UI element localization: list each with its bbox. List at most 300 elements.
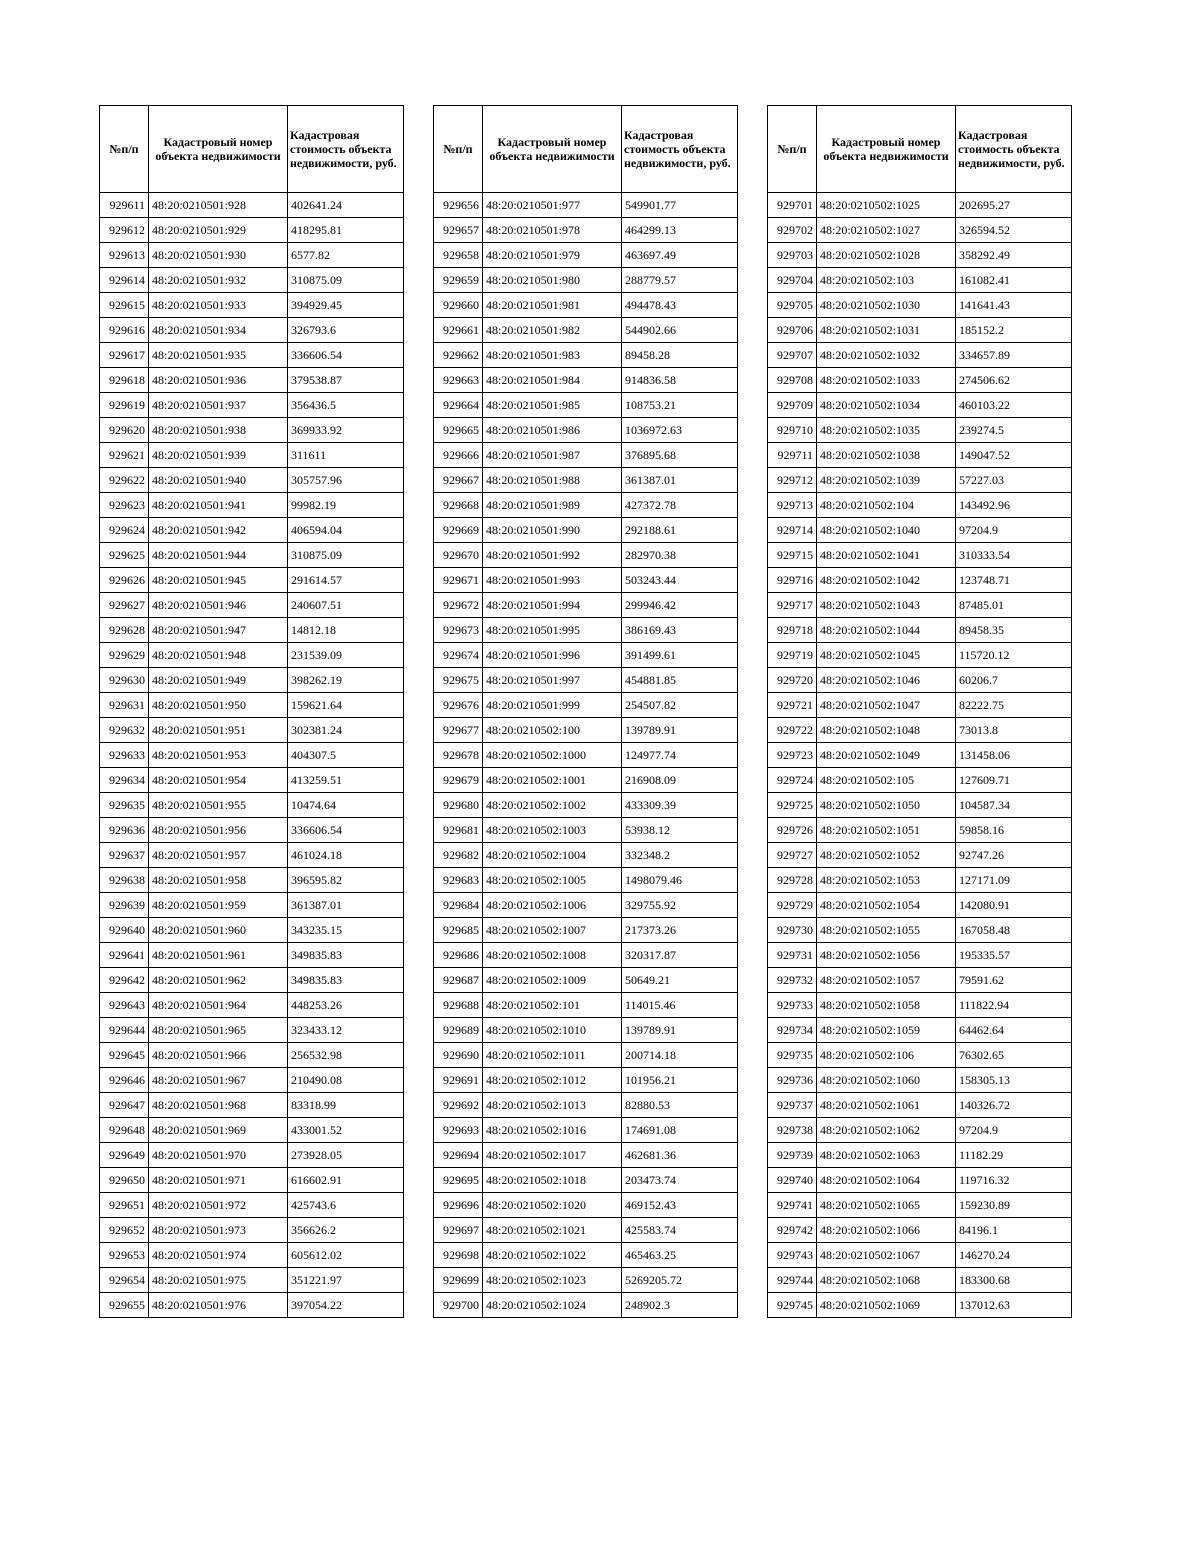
- table-row: [434, 468, 738, 493]
- row-number: 929664: [434, 393, 483, 418]
- row-number: 929658: [434, 243, 483, 268]
- cadastral-number: 48:20:0210501:995: [483, 618, 622, 643]
- cadastral-number: 48:20:0210502:1044: [817, 618, 956, 643]
- cadastral-value: 310875.09: [288, 268, 404, 293]
- cadastral-value: 161082.41: [956, 268, 1072, 293]
- row-number: 929629: [100, 643, 149, 668]
- cadastral-value: 89458.28: [622, 343, 738, 368]
- cadastral-table-1: [99, 105, 404, 1318]
- cadastral-value: 185152.2: [956, 318, 1072, 343]
- cadastral-value: 119716.32: [956, 1168, 1072, 1193]
- cadastral-value: 349835.83: [288, 943, 404, 968]
- row-number: 929690: [434, 1043, 483, 1068]
- table-row: [434, 868, 738, 893]
- row-number: 929738: [768, 1118, 817, 1143]
- cadastral-number: 48:20:0210502:1057: [817, 968, 956, 993]
- row-number: 929659: [434, 268, 483, 293]
- table-row: [100, 1193, 404, 1218]
- row-number: 929646: [100, 1068, 149, 1093]
- header-row: [768, 106, 1072, 193]
- cadastral-value: 1036972.63: [622, 418, 738, 443]
- table-row: [768, 693, 1072, 718]
- cadastral-value: 425743.6: [288, 1193, 404, 1218]
- cadastral-value: 248902.3: [622, 1293, 738, 1318]
- cadastral-value: 1498079.46: [622, 868, 738, 893]
- row-number: 929696: [434, 1193, 483, 1218]
- cadastral-value: 87485.01: [956, 593, 1072, 618]
- table-row: [434, 243, 738, 268]
- table-row: [100, 793, 404, 818]
- row-number: 929740: [768, 1168, 817, 1193]
- row-number: 929721: [768, 693, 817, 718]
- table-row: [100, 1243, 404, 1268]
- cadastral-value: 391499.61: [622, 643, 738, 668]
- cadastral-value: 79591.62: [956, 968, 1072, 993]
- row-number: 929644: [100, 1018, 149, 1043]
- row-number: 929642: [100, 968, 149, 993]
- cadastral-value: 397054.22: [288, 1293, 404, 1318]
- row-number: 929661: [434, 318, 483, 343]
- cadastral-value: 240607.51: [288, 593, 404, 618]
- row-number: 929745: [768, 1293, 817, 1318]
- cadastral-value: 11182.29: [956, 1143, 1072, 1168]
- row-number: 929614: [100, 268, 149, 293]
- cadastral-number: 48:20:0210501:933: [149, 293, 288, 318]
- cadastral-number: 48:20:0210502:1049: [817, 743, 956, 768]
- table-row: [768, 718, 1072, 743]
- table-row: [768, 318, 1072, 343]
- row-number: 929630: [100, 668, 149, 693]
- table-row: [434, 593, 738, 618]
- row-number: 929739: [768, 1143, 817, 1168]
- cadastral-value: 108753.21: [622, 393, 738, 418]
- table-row: [100, 1268, 404, 1293]
- table-row: [434, 293, 738, 318]
- cadastral-value: 5269205.72: [622, 1268, 738, 1293]
- table-row: [100, 868, 404, 893]
- cadastral-number: 48:20:0210501:928: [149, 193, 288, 218]
- cadastral-number: 48:20:0210502:1039: [817, 468, 956, 493]
- row-number: 929700: [434, 1293, 483, 1318]
- cadastral-value: 616602.91: [288, 1168, 404, 1193]
- cadastral-value: 216908.09: [622, 768, 738, 793]
- table-row: [434, 343, 738, 368]
- cadastral-value: 146270.24: [956, 1243, 1072, 1268]
- cadastral-number: 48:20:0210502:105: [817, 768, 956, 793]
- row-number: 929686: [434, 943, 483, 968]
- table-row: [434, 443, 738, 468]
- row-number: 929724: [768, 768, 817, 793]
- header-num: №п/п: [768, 106, 817, 193]
- table-row: [100, 268, 404, 293]
- cadastral-value: 386169.43: [622, 618, 738, 643]
- cadastral-value: 605612.02: [288, 1243, 404, 1268]
- row-number: 929705: [768, 293, 817, 318]
- row-number: 929651: [100, 1193, 149, 1218]
- row-number: 929660: [434, 293, 483, 318]
- table-row: [434, 943, 738, 968]
- cadastral-value: 418295.81: [288, 218, 404, 243]
- table-row: [434, 1243, 738, 1268]
- table-row: [768, 768, 1072, 793]
- cadastral-number: 48:20:0210502:1010: [483, 1018, 622, 1043]
- cadastral-value: 111822.94: [956, 993, 1072, 1018]
- table-row: [100, 493, 404, 518]
- cadastral-number: 48:20:0210502:1065: [817, 1193, 956, 1218]
- table-row: [100, 918, 404, 943]
- row-number: 929687: [434, 968, 483, 993]
- cadastral-value: 376895.68: [622, 443, 738, 468]
- cadastral-number: 48:20:0210502:1067: [817, 1243, 956, 1268]
- cadastral-number: 48:20:0210501:996: [483, 643, 622, 668]
- table-row: [768, 1268, 1072, 1293]
- table-row: [768, 968, 1072, 993]
- row-number: 929717: [768, 593, 817, 618]
- table-row: [768, 418, 1072, 443]
- cadastral-value: 299946.42: [622, 593, 738, 618]
- cadastral-value: 82222.75: [956, 693, 1072, 718]
- table-row: [768, 1243, 1072, 1268]
- cadastral-number: 48:20:0210501:986: [483, 418, 622, 443]
- row-number: 929647: [100, 1093, 149, 1118]
- cadastral-number: 48:20:0210501:982: [483, 318, 622, 343]
- cadastral-number: 48:20:0210501:938: [149, 418, 288, 443]
- cadastral-number: 48:20:0210502:1041: [817, 543, 956, 568]
- cadastral-value: 454881.85: [622, 668, 738, 693]
- cadastral-value: 159621.64: [288, 693, 404, 718]
- table-row: [768, 593, 1072, 618]
- table-row: [768, 1193, 1072, 1218]
- cadastral-value: 115720.12: [956, 643, 1072, 668]
- cadastral-number: 48:20:0210501:930: [149, 243, 288, 268]
- row-number: 929638: [100, 868, 149, 893]
- row-number: 929668: [434, 493, 483, 518]
- cadastral-number: 48:20:0210502:1062: [817, 1118, 956, 1143]
- cadastral-number: 48:20:0210502:1064: [817, 1168, 956, 1193]
- cadastral-number: 48:20:0210502:1003: [483, 818, 622, 843]
- cadastral-value: 57227.03: [956, 468, 1072, 493]
- row-number: 929673: [434, 618, 483, 643]
- cadastral-value: 311611: [288, 443, 404, 468]
- cadastral-number: 48:20:0210502:1069: [817, 1293, 956, 1318]
- row-number: 929611: [100, 193, 149, 218]
- cadastral-value: 463697.49: [622, 243, 738, 268]
- cadastral-number: 48:20:0210502:1008: [483, 943, 622, 968]
- cadastral-value: 84196.1: [956, 1218, 1072, 1243]
- table-row: [434, 418, 738, 443]
- table-row: [100, 893, 404, 918]
- table-row: [100, 693, 404, 718]
- row-number: 929704: [768, 268, 817, 293]
- cadastral-number: 48:20:0210501:973: [149, 1218, 288, 1243]
- row-number: 929691: [434, 1068, 483, 1093]
- cadastral-value: 433001.52: [288, 1118, 404, 1143]
- table-row: [100, 443, 404, 468]
- row-number: 929654: [100, 1268, 149, 1293]
- table-row: [434, 268, 738, 293]
- cadastral-number: 48:20:0210501:934: [149, 318, 288, 343]
- table-row: [768, 393, 1072, 418]
- row-number: 929683: [434, 868, 483, 893]
- cadastral-number: 48:20:0210501:988: [483, 468, 622, 493]
- table-row: [434, 1068, 738, 1093]
- cadastral-number: 48:20:0210502:1046: [817, 668, 956, 693]
- cadastral-number: 48:20:0210501:980: [483, 268, 622, 293]
- cadastral-value: 448253.26: [288, 993, 404, 1018]
- table-row: [100, 618, 404, 643]
- cadastral-value: 149047.52: [956, 443, 1072, 468]
- row-number: 929744: [768, 1268, 817, 1293]
- row-number: 929637: [100, 843, 149, 868]
- row-number: 929667: [434, 468, 483, 493]
- row-number: 929685: [434, 918, 483, 943]
- table-row: [768, 893, 1072, 918]
- table-row: [100, 643, 404, 668]
- table-row: [768, 943, 1072, 968]
- table-row: [434, 743, 738, 768]
- cadastral-value: 89458.35: [956, 618, 1072, 643]
- cadastral-number: 48:20:0210502:1021: [483, 1218, 622, 1243]
- cadastral-number: 48:20:0210502:1018: [483, 1168, 622, 1193]
- table-row: [768, 243, 1072, 268]
- cadastral-number: 48:20:0210502:1027: [817, 218, 956, 243]
- table-row: [434, 643, 738, 668]
- cadastral-value: 329755.92: [622, 893, 738, 918]
- row-number: 929681: [434, 818, 483, 843]
- cadastral-value: 394929.45: [288, 293, 404, 318]
- row-number: 929665: [434, 418, 483, 443]
- table-row: [100, 993, 404, 1018]
- cadastral-value: 64462.64: [956, 1018, 1072, 1043]
- cadastral-value: 291614.57: [288, 568, 404, 593]
- row-number: 929695: [434, 1168, 483, 1193]
- table-row: [434, 918, 738, 943]
- header-row: [100, 106, 404, 193]
- row-number: 929709: [768, 393, 817, 418]
- row-number: 929676: [434, 693, 483, 718]
- cadastral-value: 274506.62: [956, 368, 1072, 393]
- cadastral-number: 48:20:0210502:1025: [817, 193, 956, 218]
- row-number: 929678: [434, 743, 483, 768]
- table-row: [100, 1293, 404, 1318]
- table-row: [768, 443, 1072, 468]
- cadastral-number: 48:20:0210501:929: [149, 218, 288, 243]
- row-number: 929742: [768, 1218, 817, 1243]
- cadastral-value: 10474.64: [288, 793, 404, 818]
- cadastral-value: 202695.27: [956, 193, 1072, 218]
- row-number: 929718: [768, 618, 817, 643]
- cadastral-value: 402641.24: [288, 193, 404, 218]
- row-number: 929743: [768, 1243, 817, 1268]
- cadastral-number: 48:20:0210502:1068: [817, 1268, 956, 1293]
- row-number: 929663: [434, 368, 483, 393]
- row-number: 929715: [768, 543, 817, 568]
- cadastral-number: 48:20:0210501:965: [149, 1018, 288, 1043]
- row-number: 929716: [768, 568, 817, 593]
- cadastral-value: 83318.99: [288, 1093, 404, 1118]
- row-number: 929619: [100, 393, 149, 418]
- cadastral-number: 48:20:0210501:960: [149, 918, 288, 943]
- row-number: 929741: [768, 1193, 817, 1218]
- cadastral-number: 48:20:0210502:1030: [817, 293, 956, 318]
- row-number: 929617: [100, 343, 149, 368]
- table-row: [100, 1168, 404, 1193]
- cadastral-number: 48:20:0210502:1055: [817, 918, 956, 943]
- table-row: [100, 968, 404, 993]
- row-number: 929731: [768, 943, 817, 968]
- cadastral-number: 48:20:0210501:936: [149, 368, 288, 393]
- row-number: 929726: [768, 818, 817, 843]
- cadastral-number: 48:20:0210502:1009: [483, 968, 622, 993]
- row-number: 929697: [434, 1218, 483, 1243]
- table-row: [768, 1218, 1072, 1243]
- table-row: [100, 368, 404, 393]
- row-number: 929632: [100, 718, 149, 743]
- table-row: [100, 518, 404, 543]
- row-number: 929641: [100, 943, 149, 968]
- cadastral-value: 127171.09: [956, 868, 1072, 893]
- cadastral-value: 124977.74: [622, 743, 738, 768]
- row-number: 929670: [434, 543, 483, 568]
- cadastral-value: 210490.08: [288, 1068, 404, 1093]
- cadastral-number: 48:20:0210501:978: [483, 218, 622, 243]
- cadastral-number: 48:20:0210501:977: [483, 193, 622, 218]
- cadastral-value: 356436.5: [288, 393, 404, 418]
- cadastral-number: 48:20:0210501:951: [149, 718, 288, 743]
- row-number: 929712: [768, 468, 817, 493]
- table-row: [434, 568, 738, 593]
- cadastral-number: 48:20:0210502:1043: [817, 593, 956, 618]
- cadastral-number: 48:20:0210501:997: [483, 668, 622, 693]
- cadastral-number: 48:20:0210501:994: [483, 593, 622, 618]
- row-number: 929628: [100, 618, 149, 643]
- cadastral-number: 48:20:0210502:1020: [483, 1193, 622, 1218]
- cadastral-number: 48:20:0210502:1000: [483, 743, 622, 768]
- cadastral-number: 48:20:0210501:987: [483, 443, 622, 468]
- cadastral-value: 914836.58: [622, 368, 738, 393]
- cadastral-number: 48:20:0210501:970: [149, 1143, 288, 1168]
- table-row: [434, 893, 738, 918]
- cadastral-number: 48:20:0210502:1001: [483, 768, 622, 793]
- cadastral-number: 48:20:0210502:1051: [817, 818, 956, 843]
- table-row: [100, 218, 404, 243]
- row-number: 929653: [100, 1243, 149, 1268]
- table-row: [434, 393, 738, 418]
- cadastral-value: 123748.71: [956, 568, 1072, 593]
- cadastral-number: 48:20:0210502:1032: [817, 343, 956, 368]
- cadastral-number: 48:20:0210501:944: [149, 543, 288, 568]
- table-row: [100, 743, 404, 768]
- cadastral-value: 332348.2: [622, 843, 738, 868]
- table-row: [100, 1093, 404, 1118]
- cadastral-number: 48:20:0210502:103: [817, 268, 956, 293]
- cadastral-value: 82880.53: [622, 1093, 738, 1118]
- cadastral-value: 203473.74: [622, 1168, 738, 1193]
- cadastral-value: 53938.12: [622, 818, 738, 843]
- table-row: [434, 518, 738, 543]
- table-row: [768, 643, 1072, 668]
- table-row: [768, 1018, 1072, 1043]
- row-number: 929631: [100, 693, 149, 718]
- row-number: 929689: [434, 1018, 483, 1043]
- cadastral-number: 48:20:0210502:1012: [483, 1068, 622, 1093]
- cadastral-value: 127609.71: [956, 768, 1072, 793]
- cadastral-number: 48:20:0210501:954: [149, 768, 288, 793]
- row-number: 929679: [434, 768, 483, 793]
- cadastral-value: 99982.19: [288, 493, 404, 518]
- cadastral-value: 288779.57: [622, 268, 738, 293]
- row-number: 929648: [100, 1118, 149, 1143]
- table-row: [434, 693, 738, 718]
- row-number: 929620: [100, 418, 149, 443]
- cadastral-value: 396595.82: [288, 868, 404, 893]
- table-row: [768, 1043, 1072, 1068]
- table-row: [768, 193, 1072, 218]
- cadastral-number: 48:20:0210502:1054: [817, 893, 956, 918]
- cadastral-value: 167058.48: [956, 918, 1072, 943]
- cadastral-value: 464299.13: [622, 218, 738, 243]
- table-row: [768, 1068, 1072, 1093]
- row-number: 929640: [100, 918, 149, 943]
- cadastral-value: 427372.78: [622, 493, 738, 518]
- cadastral-value: 320317.87: [622, 943, 738, 968]
- cadastral-number: 48:20:0210502:1028: [817, 243, 956, 268]
- cadastral-value: 14812.18: [288, 618, 404, 643]
- table-row: [434, 1143, 738, 1168]
- cadastral-value: 141641.43: [956, 293, 1072, 318]
- table-row: [100, 1118, 404, 1143]
- table-row: [434, 993, 738, 1018]
- cadastral-value: 460103.22: [956, 393, 1072, 418]
- row-number: 929714: [768, 518, 817, 543]
- cadastral-number: 48:20:0210502:1066: [817, 1218, 956, 1243]
- table-row: [434, 1193, 738, 1218]
- row-number: 929699: [434, 1268, 483, 1293]
- cadastral-value: 273928.05: [288, 1143, 404, 1168]
- cadastral-number: 48:20:0210501:993: [483, 568, 622, 593]
- cadastral-number: 48:20:0210502:1040: [817, 518, 956, 543]
- table-row: [100, 768, 404, 793]
- row-number: 929688: [434, 993, 483, 1018]
- cadastral-value: 334657.89: [956, 343, 1072, 368]
- table-row: [768, 1143, 1072, 1168]
- table-row: [768, 918, 1072, 943]
- cadastral-number: 48:20:0210501:976: [149, 1293, 288, 1318]
- cadastral-number: 48:20:0210501:945: [149, 568, 288, 593]
- header-cadastral-number: Кадастровый номер объекта недвижимости: [149, 106, 288, 193]
- cadastral-value: 73013.8: [956, 718, 1072, 743]
- cadastral-value: 114015.46: [622, 993, 738, 1018]
- table-row: [100, 668, 404, 693]
- cadastral-number: 48:20:0210502:104: [817, 493, 956, 518]
- cadastral-number: 48:20:0210501:939: [149, 443, 288, 468]
- cadastral-number: 48:20:0210501:962: [149, 968, 288, 993]
- cadastral-number: 48:20:0210501:959: [149, 893, 288, 918]
- table-row: [434, 843, 738, 868]
- cadastral-value: 425583.74: [622, 1218, 738, 1243]
- cadastral-number: 48:20:0210501:981: [483, 293, 622, 318]
- cadastral-number: 48:20:0210502:1011: [483, 1043, 622, 1068]
- cadastral-value: 326793.6: [288, 318, 404, 343]
- table-row: [100, 543, 404, 568]
- cadastral-number: 48:20:0210501:983: [483, 343, 622, 368]
- cadastral-number: 48:20:0210501:932: [149, 268, 288, 293]
- table-row: [100, 393, 404, 418]
- cadastral-value: 469152.43: [622, 1193, 738, 1218]
- cadastral-value: 398262.19: [288, 668, 404, 693]
- cadastral-number: 48:20:0210502:1002: [483, 793, 622, 818]
- cadastral-number: 48:20:0210501:975: [149, 1268, 288, 1293]
